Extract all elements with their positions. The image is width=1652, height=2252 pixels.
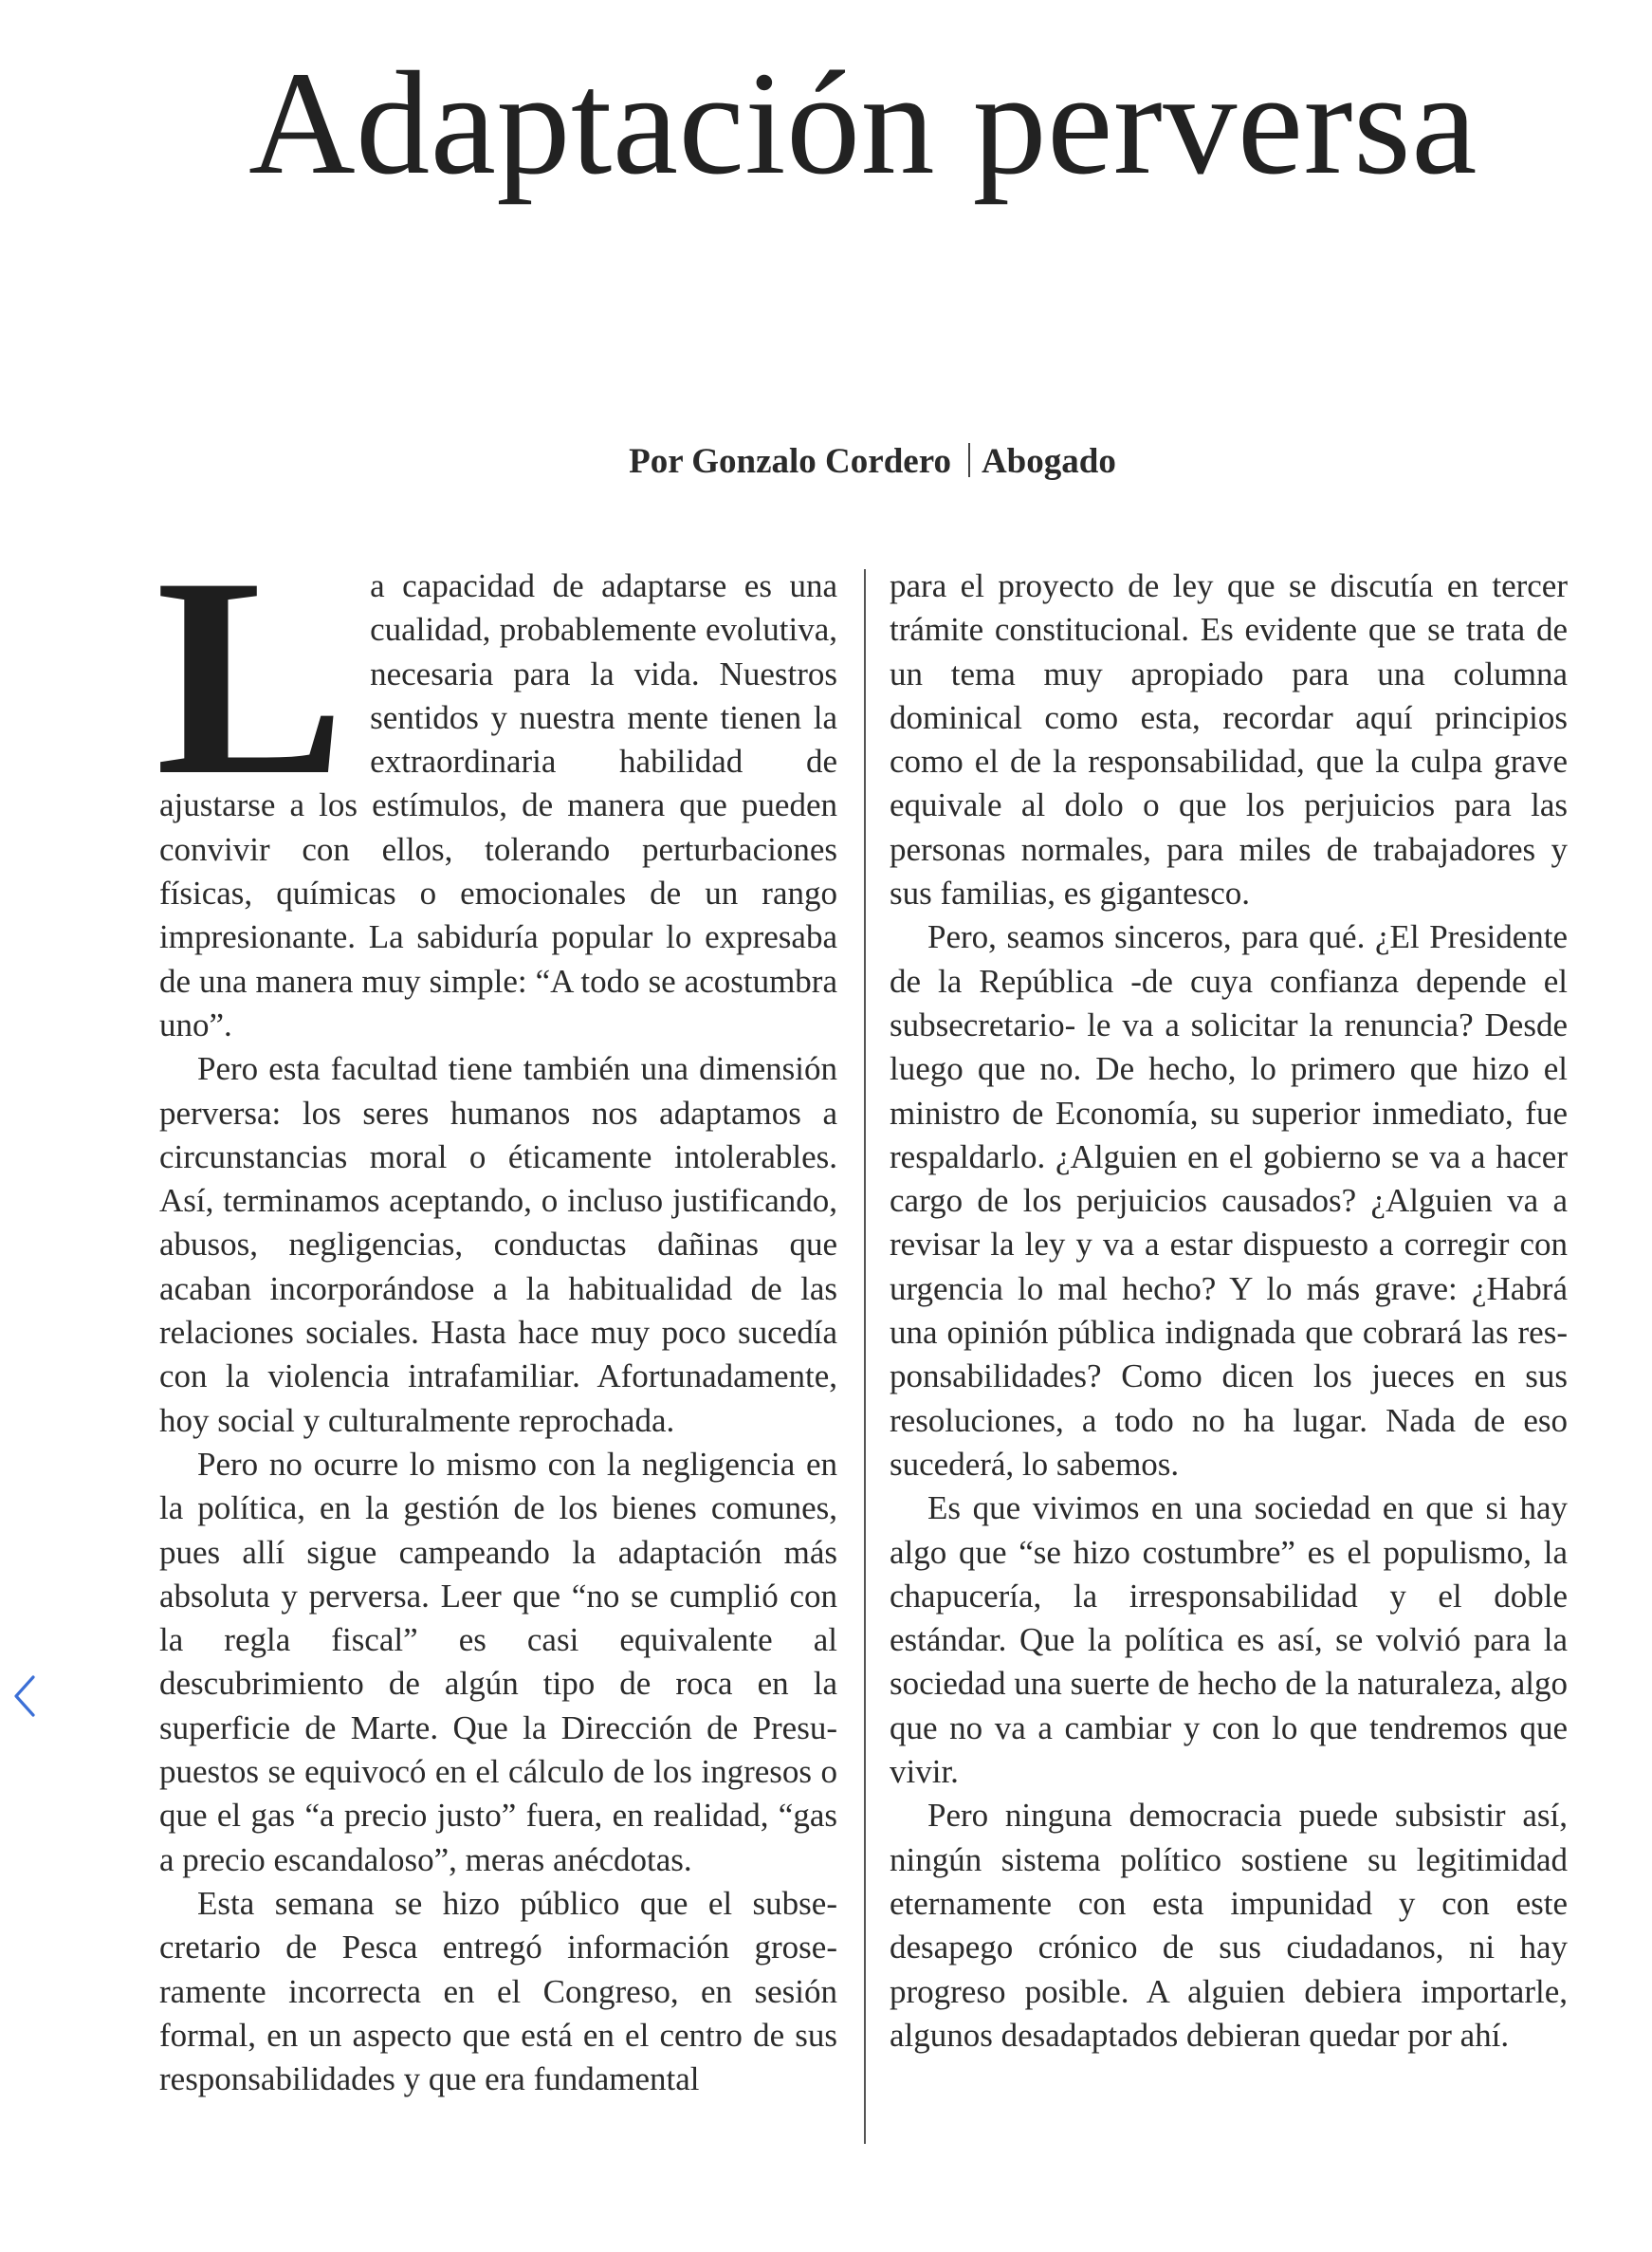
- column-divider: [864, 569, 866, 2144]
- article-column-right: [890, 564, 1568, 2058]
- paragraph: Pero esta facultad tiene también una dimensión perversa: los seres humanos nos adaptamos a circunstancias moral o éticamente intolerables. Así, terminamos aceptando, o incluso justificando, abusos, negligencias, conductas dañinas que acaban incorporándose a la habitualidad de las relaciones sociales. Hasta hace muy poco sucedía con la violencia intrafamiliar. Afortunadamente, hoy social y culturalmente reprochada.: [159, 1050, 837, 1439]
- article-column-left: [156, 519, 837, 2101]
- chevron-left-icon: [12, 1673, 37, 1719]
- paragraph-text: a capacidad de adaptarse es una cualidad, probablemente evolutiva, necesaria para la vida. Nuestros sentidos y nuestra mente tienen la extraordinaria habilidad de ajustarse a los estímulos, de manera que pueden convivir con ellos, tolerando perturbaciones físicas, químicas o emocionales de un rango impresionante. La sabiduría popular lo expresaba de una manera muy simple: “A todo se acostumbra uno”.: [159, 567, 837, 1043]
- previous-page-button[interactable]: [4, 1662, 46, 1730]
- paragraph: para el proyecto de ley que se discutía en tercer trámite constitucional. Es evidente que se trata de un tema muy apropiado para una columna dominical como esta, recordar aquí principios como el de la responsabilidad, que la culpa grave equivale al dolo o que los perjuicios para las personas normales, para miles de trabajadores y sus familias, es gigantesco.: [890, 567, 1568, 913]
- article-headline: Adaptación perversa: [248, 41, 1478, 205]
- byline-separator: [968, 443, 970, 477]
- paragraph: [156, 519, 837, 1047]
- paragraph: Pero no ocurre lo mismo con la negligencia en la política, en la gestión de los bienes comunes, pues allí sigue campeando la adaptación más absoluta y perversa. Leer que “no se cumplió con la regla fiscal” es casi equivalente al descubrimiento de algún tipo de roca en la superficie de Marte. Que la Dirección de Presupuestos se equivocó en el cálculo de los ingresos o que el gas “a precio justo” fuera, en realidad, “gas a precio escandaloso”, meras anécdotas.: [159, 1445, 837, 1878]
- paragraph: Esta semana se hizo público que el subsecretario de Pesca entregó información groseramente incorrecta en el Congreso, en sesión formal, en un aspecto que está en el centro de sus responsabilidades y que era fundamental: [159, 1884, 837, 2098]
- paragraph: Pero ninguna democracia puede subsistir así, ningún sistema político sostiene su legitimidad eternamente con esta impunidad y con este desapego crónico de sus ciudadanos, ni hay progreso posible. A alguien debiera importarle, algunos desadaptados debieran quedar por ahí.: [890, 1797, 1568, 2054]
- drop-cap: L: [156, 519, 346, 834]
- article-byline: [0, 438, 1652, 486]
- paragraph: Pero, seamos sinceros, para qué. ¿El Presidente de la República -de cuya confianza depende el subsecretario- le va a solicitar la renuncia? Desde luego que no. De hecho, lo primero que hizo el ministro de Economía, su superior inmediato, fue respaldarlo. ¿Alguien en el gobierno se va a hacer cargo de los perjuicios causados? ¿Alguien va a revisar la ley y va a estar dispuesto a corregir con urgencia lo mal hecho? Y lo más grave: ¿Habrá una opinión pública indignada que cobrará las responsabilidades? Como dicen los jueces en sus resoluciones, a todo no ha lugar. Nada de eso sucederá, lo sabemos.: [890, 918, 1568, 1483]
- paragraph: Es que vivimos en una sociedad en que si hay algo que “se hizo costumbre” es el populismo, la chapucería, la irresponsabilidad y el doble estándar. Que la política es así, se volvió para la sociedad una suerte de hecho de la naturaleza, algo que no va a cambiar y con lo que tendremos que vivir.: [890, 1489, 1568, 1791]
- byline-role: Abogado: [981, 442, 1116, 481]
- byline-author: Por Gonzalo Cordero: [629, 442, 951, 481]
